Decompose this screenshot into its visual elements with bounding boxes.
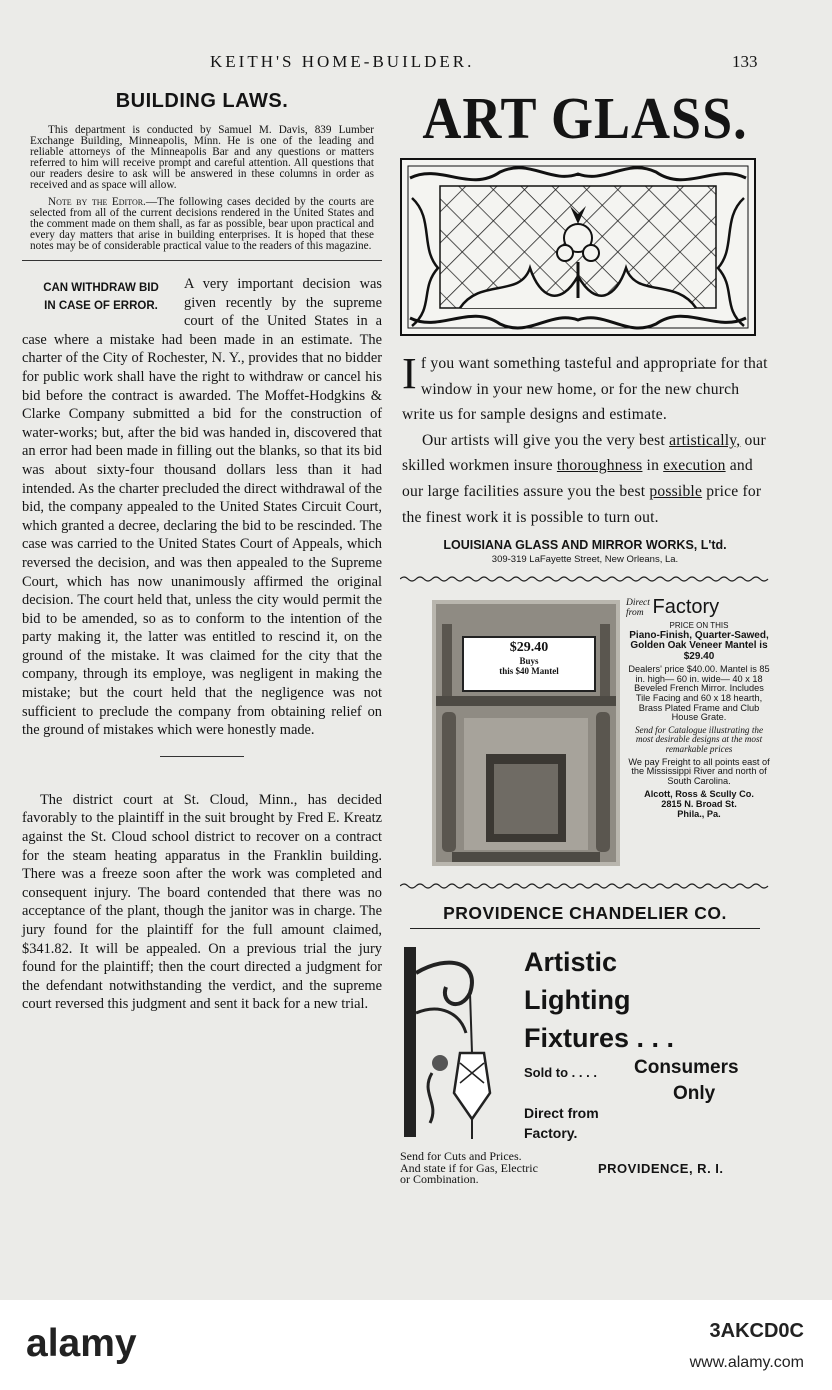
headline-line-3: Fixtures . . .	[524, 1023, 675, 1054]
send-line-1: Send for Cuts and Prices.	[400, 1149, 522, 1164]
art-glass-title: ART GLASS.	[422, 85, 748, 151]
left-column	[22, 90, 382, 1014]
stock-photo-footer	[0, 1300, 832, 1390]
direct-from-factory	[626, 598, 772, 618]
running-title: KEITH'S HOME-BUILDER.	[210, 52, 475, 71]
maker-street: 2815 N. Broad St.	[661, 798, 737, 809]
editor-label: Note by the Editor.	[48, 196, 146, 208]
chandelier-advertisement	[400, 943, 770, 1187]
mantel-details	[626, 598, 772, 819]
article-st-cloud: The district court at St. Cloud, Minn., has decided favorably to the plaintiff in the suit brought by Fred E. Kreatz against the St. Cloud school district to recover on a contract for the steam heating apparatus in the Franklin building. There was a freeze soon after the work was completed and consequent injury. The board contended that there was no acceptance of the plant, though the janitor was in charge. The jury found for the plaintiff for the full amount claimed, $341.82. It will be appealed. On a previous trial the jury found for the plaintiff; then the court directed a judgment for the defendant notwithstanding the verdict, and the supreme court reversed this judgment and sent it back for a new trial.	[22, 791, 382, 1013]
site-url: www.alamy.com	[689, 1354, 804, 1371]
send-line-2: And state if for Gas, Electric	[400, 1160, 538, 1175]
side-heading	[22, 279, 180, 315]
p2-c: in	[642, 457, 664, 475]
p2-b: our skilled workmen insure	[402, 431, 766, 475]
direct-label	[626, 598, 650, 618]
section-divider	[22, 260, 382, 261]
providence-city: PROVIDENCE, R. I.	[598, 1161, 724, 1177]
wavy-divider-2	[400, 882, 770, 890]
direct-from-factory-label	[524, 1103, 599, 1143]
from-word: from	[626, 608, 644, 619]
mantel-description: Piano-Finish, Quarter-Sawed, Golden Oak Veneer Mantel is $29.40	[629, 629, 769, 662]
chandelier-title-rule	[410, 928, 760, 929]
sign-buys: Buys	[519, 656, 539, 667]
editor-note-text: —The following cases decided by the courts are selected from all of the current decisions rendered in the United States and the comment made on them shall, as far as possible, bear upon practical and every day matters that arise in building enterprises. It is hoped that these notes may be of considerable practical value to the readers of this magazine.	[30, 196, 374, 252]
chandelier-company-title: PROVIDENCE CHANDELIER CO.	[443, 903, 727, 924]
louisiana-company-name: LOUISIANA GLASS AND MIRROR WORKS, L'td.	[443, 538, 727, 553]
freight-note: We pay Freight to all points east of the Mississippi River and north of South Carolina.	[628, 756, 770, 786]
article-1-text: A very important decision was given recently by the supreme court of the United States in a case where a mistake had been made in an estimate. The charter of the City of Rochester, N. Y., provides that no bidder for public work shall have the right to withdraw or cancel his bid before the contract is awarded. The Moffet-Hodgkins & Clarke Company submitted a bid for the construction of water-works; but, after the bid was handed in, discovered that an error had been made in filling out the blanks, so that its bid was about sixty-four thousand dollars less than it had intended. As the charter precluded the direct withdrawal of the bid, the company appealed to the United States Circuit Court, which granted a decree, declaring the bid to be rescinded. The case was carried to the United States Court of Appeals, which reversed the decision, and was then appealed to the Supreme Court, which has now unanimously affirmed the original decision. The court held that, unless the city would permit the bid to be amended, so as to conform to the intention of the party making it, the latter was entitled to rescind it, on the ground of the mistake. It was claimed for the city that the company, through its employe, was negligent in making the mistake; but the court held that the negligence was not sufficient to preclude the company from obtaining relief on the ground of mistakes which were honestly made.	[22, 276, 382, 739]
side-heading-line-2: IN CASE OF ERROR.	[44, 300, 158, 312]
mantel-advertisement	[400, 592, 770, 872]
art-glass-paragraph-2	[402, 428, 770, 530]
p2-d: and our large facilities assure you the best	[402, 457, 753, 500]
consumers-label: Consumers	[634, 1057, 739, 1079]
catalogue-note: Send for Catalogue illustrating the most desirable designs at the most remarkable prices	[634, 724, 764, 754]
wavy-divider	[400, 575, 770, 583]
dealers-price: Dealers' price $40.00. Mantel is 85 in. high— 60 in. wide— 40 x 18 Beveled French Mirror. Includes Tile Facing and 60 x 18 hearth, Brass Plated Frame and Club House Grate.	[628, 664, 770, 723]
factory-text: Factory.	[524, 1125, 578, 1142]
p2-possible: possible	[649, 482, 703, 500]
page-number: 133	[732, 52, 758, 71]
louisiana-address: 309-319 LaFayette Street, New Orleans, La.	[491, 554, 679, 566]
editor-note	[30, 197, 374, 252]
alamy-logo: alamy	[26, 1322, 137, 1365]
maker-city: Phila., Pa.	[677, 808, 721, 819]
p2-execution: execution	[663, 457, 726, 475]
sign-mantel: this $40 Mantel	[499, 666, 559, 677]
direct-from-text: Direct from	[524, 1105, 599, 1122]
sign-price: $29.40	[509, 640, 549, 656]
image-id: 3AKCD0C	[709, 1320, 804, 1342]
headline-line-2: Lighting	[524, 985, 631, 1016]
p2-thoroughness: thoroughness	[556, 457, 643, 475]
art-glass-paragraph-1	[402, 351, 770, 428]
mantel-illustration	[432, 600, 620, 866]
art-glass-p1-text: f you want something tasteful and appropriate for that window in your new home, or for the new church write us for sample designs and estimate.	[402, 355, 768, 424]
direct-word: Direct	[626, 598, 650, 609]
artistic-lighting-headline	[524, 943, 674, 1057]
price-on-this: PRICE ON THIS	[669, 621, 729, 631]
p2-e: price for the finest work it is possible to turn out.	[402, 482, 762, 526]
send-for-cuts-note	[400, 1151, 538, 1186]
article-withdraw-bid	[22, 275, 382, 740]
p2-artistically: artistically,	[669, 431, 741, 449]
p2-a: Our artists will give you the very best	[422, 431, 665, 449]
right-column	[400, 85, 770, 1187]
drop-cap: I	[402, 349, 417, 398]
headline-line-1: Artistic	[524, 947, 618, 978]
send-line-3: or Combination.	[400, 1172, 479, 1187]
bracket-lamp-illustration	[400, 943, 510, 1145]
mantel-price-sign	[462, 636, 596, 692]
art-glass-window-illustration	[400, 158, 756, 336]
only-label: Only	[673, 1083, 716, 1105]
side-heading-line-1: CAN WITHDRAW BID	[43, 282, 159, 294]
section-title: BUILDING LAWS.	[115, 90, 289, 112]
sold-to-label: Sold to . . . .	[524, 1065, 597, 1081]
department-intro: This department is conducted by Samuel M. Davis, 839 Lumber Exchange Building, Minneapolis, Minn. He is one of the leading and reliable attorneys of the Minneapolis Bar and any questions or matters referred to him will receive prompt and careful attention. All questions that our readers desire to ask will be answered in these columns in order as received and as space will allow.	[30, 124, 374, 191]
art-glass-copy	[402, 351, 770, 530]
article-divider	[160, 756, 244, 757]
maker-name: Alcott, Ross & Scully Co.	[644, 789, 754, 800]
factory-word: Factory	[652, 596, 720, 619]
